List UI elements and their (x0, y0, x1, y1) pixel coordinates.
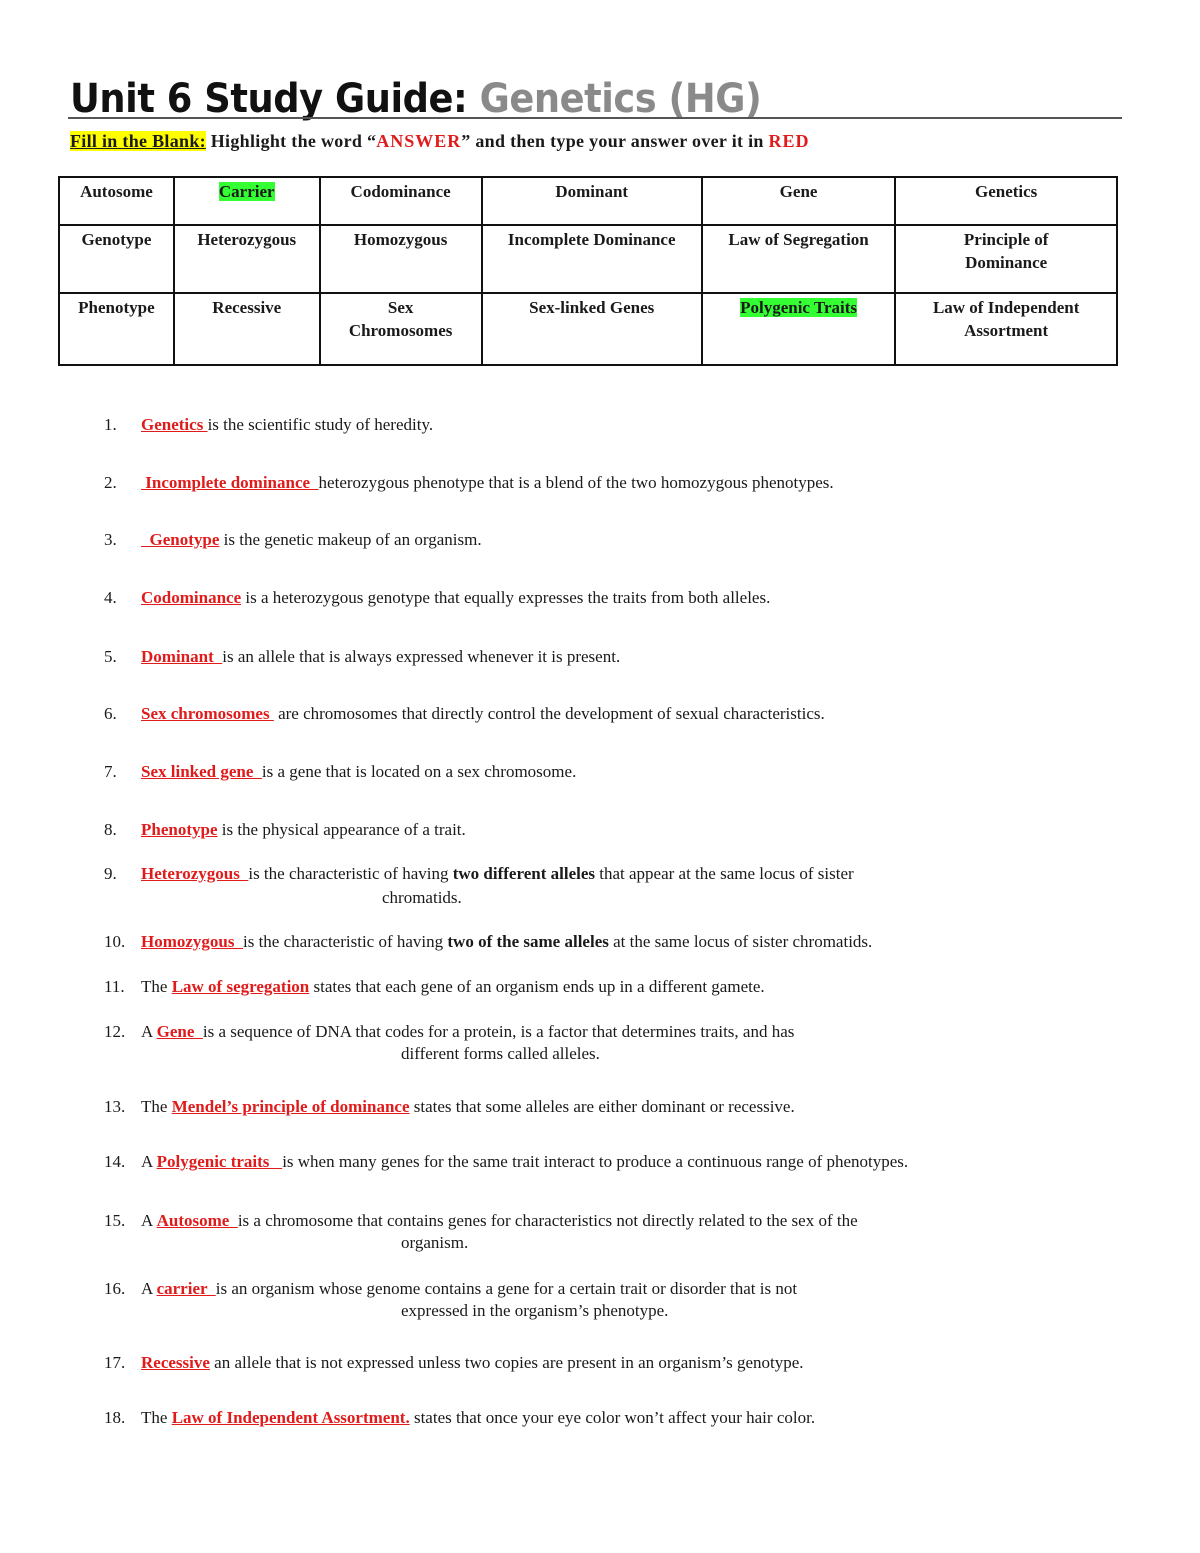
question-text: that appear at the same locus of sister (595, 864, 854, 883)
word-bank-cell (702, 293, 895, 365)
term-highlighted: Carrier (218, 182, 275, 201)
question-number: 4. (104, 588, 117, 607)
question-number: 11. (104, 977, 125, 996)
question-number: 9. (104, 864, 117, 883)
question-number: 1. (104, 415, 117, 434)
word-bank-cell (320, 225, 482, 293)
question-prefix: The (141, 1408, 172, 1427)
instructions-text-after: ” and then type your answer over it in (461, 131, 764, 151)
answer-text[interactable]: Gene (156, 1022, 203, 1041)
question-number: 3. (104, 530, 117, 549)
word-bank-table (58, 176, 1118, 366)
word-bank-cell (895, 293, 1117, 365)
question-prefix: A (141, 1279, 157, 1298)
question-prefix: The (141, 977, 172, 996)
question-text: is the physical appearance of a trait. (217, 820, 466, 839)
title-underline (68, 117, 1122, 119)
term: Genetics (974, 182, 1038, 201)
term: Sex Chromosomes (348, 298, 453, 340)
question-number: 14. (104, 1152, 126, 1171)
question-text: is a sequence of DNA that codes for a protein, is a factor that determines traits, and has (202, 1022, 795, 1041)
question-emphasis: two of the same alleles (447, 932, 609, 951)
answer-text[interactable]: Genetics (141, 415, 208, 434)
question-text: is an organism whose genome contains a gene for a certain trait or disorder that is not (215, 1279, 798, 1298)
instructions-text-before: Highlight the word “ (210, 131, 377, 151)
term: Incomplete Dominance (507, 230, 676, 249)
question-text: is the scientific study of heredity. (207, 415, 434, 434)
question-text: is the characteristic of having (243, 932, 448, 951)
question-text: is the genetic makeup of an organism. (219, 530, 482, 549)
term: Phenotype (78, 298, 155, 317)
word-bank-cell (174, 177, 320, 225)
answer-text[interactable]: Incomplete dominance (141, 473, 319, 492)
answer-text[interactable]: Dominant (141, 647, 223, 666)
term: Genotype (81, 230, 152, 249)
word-bank-row (59, 293, 1117, 365)
term: Gene (779, 182, 818, 201)
word-bank-cell (895, 177, 1117, 225)
word-bank-cell (174, 293, 320, 365)
question-text: is when many genes for the same trait interact to produce a continuous range of phenotypes. (282, 1152, 909, 1171)
question-number: 13. (104, 1097, 126, 1116)
term: Codominance (350, 182, 451, 201)
question-text: is a chromosome that contains genes for characteristics not directly related to the sex of the (237, 1211, 858, 1230)
question-number: 17. (104, 1353, 126, 1372)
title-topic: Genetics (HG) (479, 76, 762, 122)
word-bank-cell (320, 293, 482, 365)
term-highlighted: Polygenic Traits (740, 298, 858, 317)
instructions-red-word: RED (768, 131, 810, 151)
answer-text[interactable]: Phenotype (141, 820, 218, 839)
answer-text[interactable]: Sex linked gene (141, 762, 262, 781)
question-number: 12. (104, 1022, 126, 1041)
term: Autosome (80, 182, 153, 201)
answer-text[interactable]: Sex chromosomes (141, 704, 274, 723)
question-text: is the characteristic of having (248, 864, 453, 883)
term: Heterozygous (197, 230, 297, 249)
answer-text[interactable]: Recessive (141, 1353, 210, 1372)
question-text: states that some alleles are either dominant or recessive. (409, 1097, 795, 1116)
title-unit: Unit 6 Study Guide: (70, 76, 468, 122)
word-bank-cell (59, 177, 174, 225)
answer-text[interactable]: Genotype (141, 530, 220, 549)
question-text: is a heterozygous genotype that equally expresses the traits from both alleles. (241, 588, 771, 607)
question-number: 8. (104, 820, 117, 839)
question-continuation: different forms called alleles. (401, 1044, 600, 1063)
question-number: 5. (104, 647, 117, 666)
word-bank-cell (702, 225, 895, 293)
question-continuation: chromatids. (382, 888, 462, 907)
question-continuation: expressed in the organism’s phenotype. (401, 1301, 669, 1320)
answer-text[interactable]: Mendel’s principle of dominance (171, 1097, 410, 1116)
term: Law of Independent Assortment (932, 298, 1080, 340)
word-bank-cell (482, 177, 702, 225)
question-prefix: A (141, 1152, 157, 1171)
word-bank-cell (174, 225, 320, 293)
term: Recessive (212, 298, 282, 317)
answer-text[interactable]: Autosome (156, 1211, 238, 1230)
question-number: 2. (104, 473, 117, 492)
question-text: states that each gene of an organism ends up in a different gamete. (309, 977, 765, 996)
answer-text[interactable]: Homozygous (141, 932, 243, 951)
answer-text[interactable]: Heterozygous (141, 864, 249, 883)
term: Sex-linked Genes (529, 298, 655, 317)
answer-text[interactable]: carrier (156, 1279, 216, 1298)
word-bank-cell (59, 225, 174, 293)
question-prefix: A (141, 1211, 157, 1230)
answer-text[interactable]: Law of Independent Assortment. (171, 1408, 410, 1427)
question-text: is a gene that is located on a sex chromosome. (261, 762, 577, 781)
word-bank-row (59, 177, 1117, 225)
instructions-label: Fill in the Blank: (70, 131, 206, 151)
question-text: at the same locus of sister chromatids. (608, 932, 873, 951)
question-number: 16. (104, 1279, 126, 1298)
instructions-answer-word: ANSWER (376, 131, 462, 151)
answer-text[interactable]: Polygenic traits (156, 1152, 283, 1171)
answer-text[interactable]: Codominance (141, 588, 242, 607)
question-number: 6. (104, 704, 117, 723)
question-continuation: organism. (401, 1233, 469, 1252)
term: Law of Segregation (728, 230, 869, 249)
question-number: 7. (104, 762, 117, 781)
question-text: is an allele that is always expressed whenever it is present. (222, 647, 621, 666)
instructions (70, 131, 810, 152)
question-text: are chromosomes that directly control the development of sexual characteristics. (273, 704, 825, 723)
term: Homozygous (353, 230, 448, 249)
word-bank-cell (895, 225, 1117, 293)
term: Principle of Dominance (963, 230, 1049, 272)
question-text: states that once your eye color won’t affect your hair color. (409, 1408, 816, 1427)
question-text: heterozygous phenotype that is a blend of the two homozygous phenotypes. (318, 473, 834, 492)
word-bank-cell (702, 177, 895, 225)
question-text: an allele that is not expressed unless two copies are present in an organism’s genotype. (209, 1353, 804, 1372)
question-prefix: The (141, 1097, 172, 1116)
answer-text[interactable]: Law of segregation (171, 977, 310, 996)
word-bank-cell (59, 293, 174, 365)
question-prefix: A (141, 1022, 157, 1041)
question-number: 10. (104, 932, 126, 951)
word-bank-cell (482, 225, 702, 293)
word-bank-row (59, 225, 1117, 293)
word-bank-cell (320, 177, 482, 225)
question-emphasis: two different alleles (452, 864, 595, 883)
question-number: 15. (104, 1211, 126, 1230)
term: Dominant (555, 182, 629, 201)
word-bank-cell (482, 293, 702, 365)
question-number: 18. (104, 1408, 126, 1427)
